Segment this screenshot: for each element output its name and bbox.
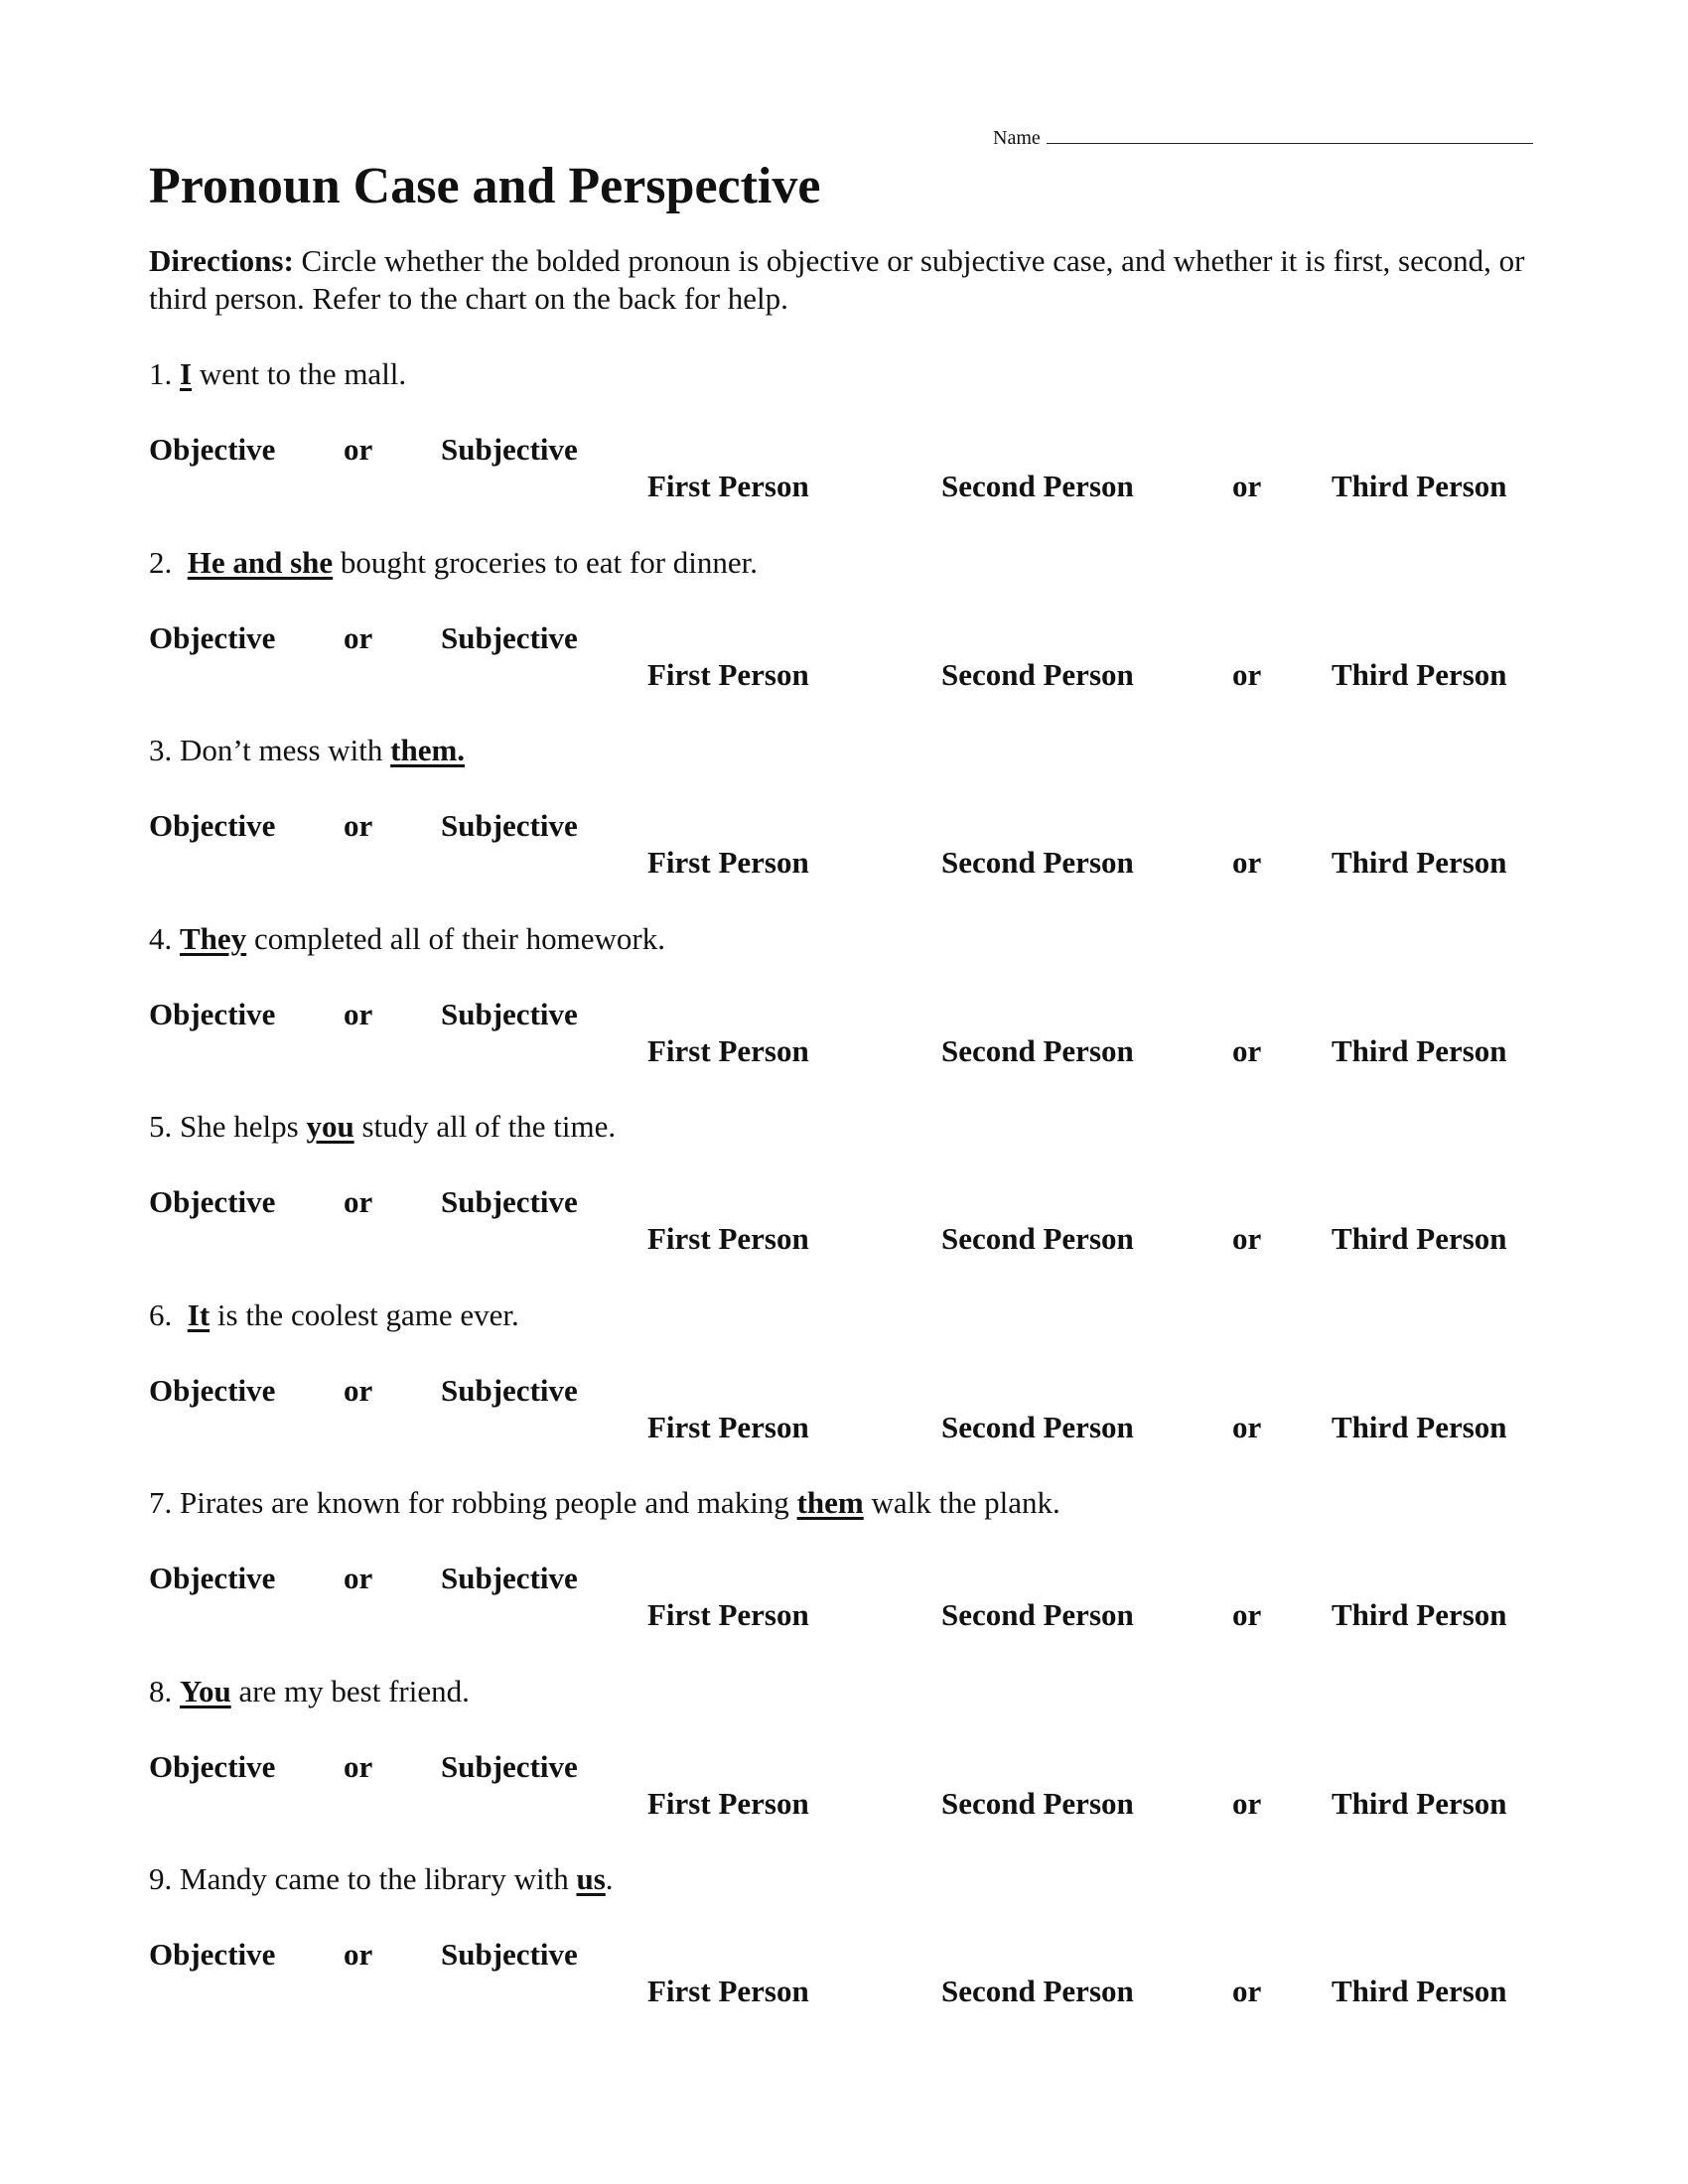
or-label: or	[344, 1184, 373, 1219]
second-person-option[interactable]: Second Person	[941, 845, 1134, 880]
or-label: or	[1232, 1033, 1262, 1068]
question-5	[149, 1108, 1539, 1146]
first-person-option[interactable]: First Person	[647, 1410, 809, 1444]
question-number: 6.	[149, 1297, 173, 1332]
bolded-pronoun: He and she	[187, 545, 334, 580]
or-label: or	[344, 997, 373, 1031]
bolded-pronoun: them.	[390, 733, 466, 767]
bolded-pronoun: They	[180, 921, 247, 956]
question-7	[149, 1484, 1539, 1522]
name-label: Name	[993, 127, 1041, 149]
question-number: 3.	[149, 733, 173, 767]
or-label: or	[344, 1561, 373, 1595]
question-text-after: is the coolest game ever.	[210, 1297, 519, 1332]
subjective-option[interactable]: Subjective	[441, 1184, 578, 1219]
question-9	[149, 1860, 1539, 1898]
second-person-option[interactable]: Second Person	[941, 1410, 1134, 1444]
question-text-before: Mandy came to the library with	[172, 1861, 577, 1896]
subjective-option[interactable]: Subjective	[441, 808, 578, 843]
subjective-option[interactable]: Subjective	[441, 432, 578, 467]
subjective-option[interactable]: Subjective	[441, 1749, 578, 1784]
or-label: or	[1232, 1221, 1262, 1256]
subjective-option[interactable]: Subjective	[441, 1561, 578, 1595]
second-person-option[interactable]: Second Person	[941, 1974, 1134, 2008]
first-person-option[interactable]: First Person	[647, 1597, 809, 1632]
question-text-before	[172, 1674, 180, 1708]
bolded-pronoun: us	[576, 1861, 606, 1896]
question-text-before: Pirates are known for robbing people and making	[172, 1485, 797, 1520]
bolded-pronoun: them	[796, 1485, 864, 1520]
or-label: or	[344, 432, 373, 467]
bolded-pronoun: I	[180, 356, 193, 391]
second-person-option[interactable]: Second Person	[941, 1221, 1134, 1256]
third-person-option[interactable]: Third Person	[1332, 845, 1507, 880]
or-label: or	[1232, 845, 1262, 880]
directions-label: Directions:	[149, 243, 294, 278]
question-text-before: Don’t mess with	[172, 733, 391, 767]
question-text-before	[172, 356, 180, 391]
question-text-after: .	[605, 1861, 614, 1896]
question-3	[149, 732, 1539, 769]
second-person-option[interactable]: Second Person	[941, 1597, 1134, 1632]
question-number: 1.	[149, 356, 173, 391]
question-number: 7.	[149, 1485, 173, 1520]
first-person-option[interactable]: First Person	[647, 1786, 809, 1821]
first-person-option[interactable]: First Person	[647, 469, 809, 503]
question-number: 4.	[149, 921, 173, 956]
or-label: or	[1232, 657, 1262, 692]
question-number: 5.	[149, 1109, 173, 1144]
subjective-option[interactable]: Subjective	[441, 997, 578, 1031]
or-label: or	[344, 808, 373, 843]
question-text-after: walk the plank.	[863, 1485, 1060, 1520]
question-text-after: bought groceries to eat for dinner.	[333, 545, 759, 580]
page-title: Pronoun Case and Perspective	[149, 158, 821, 214]
question-1	[149, 355, 1539, 393]
objective-option[interactable]: Objective	[149, 997, 276, 1031]
objective-option[interactable]: Objective	[149, 1937, 276, 1972]
bolded-pronoun: You	[180, 1674, 231, 1708]
first-person-option[interactable]: First Person	[647, 845, 809, 880]
third-person-option[interactable]: Third Person	[1332, 1786, 1507, 1821]
third-person-option[interactable]: Third Person	[1332, 1974, 1507, 2008]
second-person-option[interactable]: Second Person	[941, 657, 1134, 692]
or-label: or	[1232, 1974, 1262, 2008]
question-text-after: went to the mall.	[192, 356, 407, 391]
third-person-option[interactable]: Third Person	[1332, 1597, 1507, 1632]
question-2	[149, 544, 1539, 582]
or-label: or	[1232, 1597, 1262, 1632]
or-label: or	[1232, 1786, 1262, 1821]
subjective-option[interactable]: Subjective	[441, 1373, 578, 1408]
question-text-before: She helps	[172, 1109, 307, 1144]
objective-option[interactable]: Objective	[149, 1373, 276, 1408]
question-text-after: completed all of their homework.	[246, 921, 666, 956]
or-label: or	[344, 1749, 373, 1784]
third-person-option[interactable]: Third Person	[1332, 469, 1507, 503]
bolded-pronoun: you	[306, 1109, 354, 1144]
directions	[149, 242, 1539, 318]
objective-option[interactable]: Objective	[149, 432, 276, 467]
question-number: 8.	[149, 1674, 173, 1708]
objective-option[interactable]: Objective	[149, 1184, 276, 1219]
first-person-option[interactable]: First Person	[647, 1221, 809, 1256]
objective-option[interactable]: Objective	[149, 1749, 276, 1784]
first-person-option[interactable]: First Person	[647, 657, 809, 692]
first-person-option[interactable]: First Person	[647, 1974, 809, 2008]
or-label: or	[344, 1937, 373, 1972]
third-person-option[interactable]: Third Person	[1332, 1033, 1507, 1068]
first-person-option[interactable]: First Person	[647, 1033, 809, 1068]
question-text-after: study all of the time.	[353, 1109, 617, 1144]
question-number: 9.	[149, 1861, 173, 1896]
directions-text: Circle whether the bolded pronoun is objective or subjective case, and whether it is first, second, or third person. Refer to the chart on the back for help.	[149, 243, 1525, 316]
third-person-option[interactable]: Third Person	[1332, 1410, 1507, 1444]
second-person-option[interactable]: Second Person	[941, 1786, 1134, 1821]
name-blank-line[interactable]	[1047, 129, 1533, 144]
subjective-option[interactable]: Subjective	[441, 1937, 578, 1972]
or-label: or	[1232, 1410, 1262, 1444]
subjective-option[interactable]: Subjective	[441, 620, 578, 655]
objective-option[interactable]: Objective	[149, 808, 276, 843]
objective-option[interactable]: Objective	[149, 1561, 276, 1595]
objective-option[interactable]: Objective	[149, 620, 276, 655]
question-8	[149, 1673, 1539, 1710]
third-person-option[interactable]: Third Person	[1332, 657, 1507, 692]
question-number: 2.	[149, 545, 173, 580]
question-text-after: are my best friend.	[230, 1674, 470, 1708]
question-text-before	[172, 921, 180, 956]
question-text-before	[172, 545, 188, 580]
question-text-before	[172, 1297, 188, 1332]
or-label: or	[344, 1373, 373, 1408]
bolded-pronoun: It	[187, 1297, 211, 1332]
or-label: or	[344, 620, 373, 655]
second-person-option[interactable]: Second Person	[941, 469, 1134, 503]
question-4	[149, 920, 1539, 958]
name-field	[993, 127, 1533, 150]
question-6	[149, 1297, 1539, 1334]
third-person-option[interactable]: Third Person	[1332, 1221, 1507, 1256]
second-person-option[interactable]: Second Person	[941, 1033, 1134, 1068]
or-label: or	[1232, 469, 1262, 503]
